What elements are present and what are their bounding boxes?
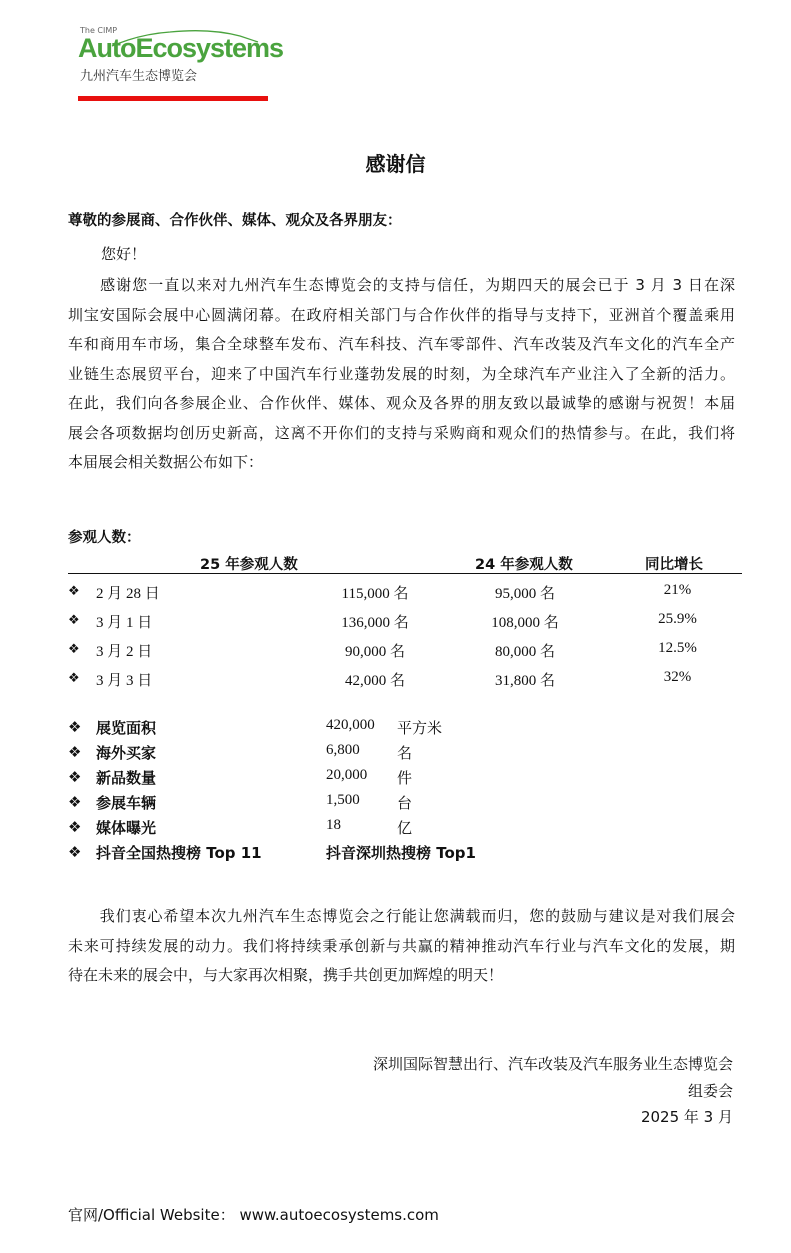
- stat-value: 20,000: [326, 767, 368, 783]
- logo-main-text: AutoEcosystems: [78, 33, 284, 63]
- paragraph-1: [68, 271, 735, 478]
- paragraph-2: [68, 902, 735, 991]
- stat-unit: 名: [397, 744, 413, 762]
- stat-value: 1,500: [326, 792, 360, 808]
- stat-unit: 平方米: [397, 719, 443, 737]
- stat-label: 海外买家: [96, 744, 157, 762]
- text-line: 感谢您一直以来对九州汽车生态博览会的支持与信任，为期四天的展会已于 3 月 3 日在深: [68, 276, 735, 294]
- bullet-icon: ❖: [68, 743, 82, 761]
- row-25: 90,000 名: [344, 644, 405, 660]
- row-growth: 12.5%: [658, 640, 697, 656]
- page-title: 感谢信: [365, 152, 426, 176]
- stat-label: 媒体曝光: [96, 819, 157, 837]
- text-line: 本届展会相关数据公布如下：: [68, 453, 264, 471]
- row-24: 108,000 名: [491, 615, 559, 631]
- text-line: 我们衷心希望本次九州汽车生态博览会之行能让您满载而归，您的鼓励与建议是对我们展会: [68, 907, 735, 925]
- bullet-icon: ❖: [68, 612, 80, 627]
- signature-date: 2025 年 3 月: [640, 1108, 733, 1126]
- text-line: 未来可持续发展的动力。我们将持续秉承创新与共赢的精神推动汽车行业与汽车文化的发展，期: [68, 936, 735, 955]
- salutation: 尊敬的参展商、合作伙伴、媒体、观众及各界朋友：: [68, 213, 402, 229]
- logo-cn-text: 九州汽车生态博览会: [80, 69, 198, 84]
- footer-website: 官网/Official Website： www.autoecosystems.com: [68, 1206, 439, 1224]
- row-date: 2 月 28 日: [96, 586, 160, 602]
- text-line: 圳宝安国际会展中心圆满闭幕。在政府相关部门与合作伙伴的指导与支持下，亚洲首个覆盖乘用: [68, 305, 735, 324]
- row-24: 31,800 名: [494, 673, 555, 689]
- row-date: 3 月 3 日: [96, 673, 153, 689]
- bullet-icon: ❖: [68, 818, 82, 836]
- row-growth: 32%: [663, 669, 692, 685]
- stat-unit: 件: [397, 769, 413, 787]
- text-line: 业链生态展贸平台，迎来了中国汽车行业蓬勃发展的时刻，为全球汽车产业注入了全新的活力。: [68, 364, 735, 383]
- ranking-national: 抖音全国热搜榜 Top 11: [96, 844, 262, 862]
- stat-unit: 台: [397, 794, 413, 812]
- row-24: 80,000 名: [494, 644, 555, 660]
- text-line: 待在未来的展会中，与大家再次相聚，携手共创更加辉煌的明天！: [68, 966, 504, 984]
- signature-committee: 组委会: [687, 1082, 733, 1100]
- row-growth: 21%: [663, 582, 692, 598]
- signature-org: 深圳国际智慧出行、汽车改装及汽车服务业生态博览会: [372, 1055, 733, 1073]
- stat-value: 6,800: [326, 742, 360, 758]
- row-25: 115,000 名: [341, 586, 409, 602]
- row-date: 3 月 1 日: [96, 615, 153, 631]
- logo-red-bar: [78, 96, 268, 101]
- row-25: 42,000 名: [344, 673, 405, 689]
- stat-value: 18: [326, 817, 341, 833]
- stat-label: 展览面积: [96, 719, 157, 737]
- hello: 您好！: [101, 245, 147, 263]
- row-25: 136,000 名: [341, 615, 409, 631]
- ranking-shenzhen: 抖音深圳热搜榜 Top1: [326, 844, 476, 862]
- text-line: 车和商用车市场，集合全球整车发布、汽车科技、汽车零部件、汽车改装及汽车文化的汽车全产: [68, 335, 735, 353]
- bullet-icon: ❖: [68, 768, 82, 786]
- row-24: 95,000 名: [494, 586, 555, 602]
- stat-label: 参展车辆: [96, 794, 157, 812]
- stat-unit: 亿: [397, 819, 413, 837]
- header-25: 25 年参观人数: [200, 557, 298, 573]
- bullet-icon: ❖: [68, 793, 82, 811]
- header-24: 24 年参观人数: [475, 557, 573, 573]
- visitors-section-label: 参观人数：: [68, 530, 141, 546]
- bullet-icon: ❖: [68, 583, 80, 598]
- table-rule: [68, 573, 742, 574]
- row-growth: 25.9%: [658, 611, 697, 627]
- bullet-icon: ❖: [68, 843, 82, 861]
- row-date: 3 月 2 日: [96, 644, 153, 660]
- stat-label: 新品数量: [96, 769, 157, 787]
- header-growth: 同比增长: [645, 557, 703, 573]
- bullet-icon: ❖: [68, 641, 80, 656]
- text-line: 在此，我们向各参展企业、合作伙伴、媒体、观众及各界的朋友致以最诚挚的感谢与祝贺！本届: [68, 394, 735, 412]
- text-line: 展会各项数据均创历史新高，这离不开你们的支持与采购商和观众们的热情参与。在此，我们将: [68, 423, 735, 442]
- bullet-icon: ❖: [68, 670, 80, 685]
- bullet-icon: ❖: [68, 718, 82, 736]
- logo-small-text: The CIMP: [80, 26, 118, 35]
- stat-value: 420,000: [326, 717, 375, 733]
